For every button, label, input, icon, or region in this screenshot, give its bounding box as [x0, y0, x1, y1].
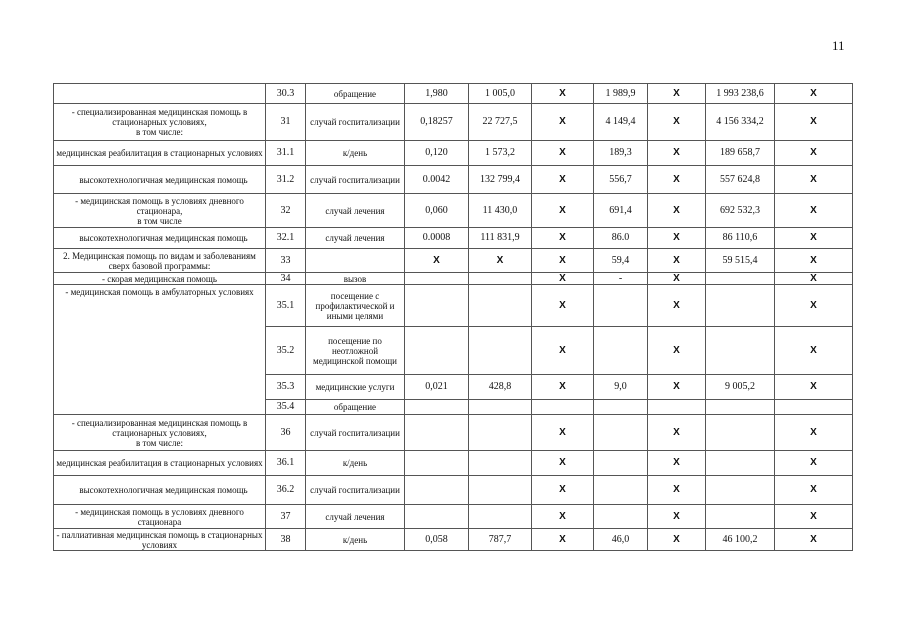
x-mark: X [648, 194, 706, 228]
row-label: - специализированная медицинская помощь в стационарных условиях, в том числе: [54, 104, 266, 141]
x-mark: X [775, 104, 853, 141]
x-mark: X [648, 166, 706, 194]
total-cell [706, 273, 775, 285]
x-mark: X [648, 285, 706, 327]
x-mark: X [775, 505, 853, 529]
norm-cell: 0,060 [405, 194, 469, 228]
x-mark: X [648, 529, 706, 551]
x-mark: X [648, 84, 706, 104]
row-label [54, 84, 266, 104]
unit-cell: обращение [306, 400, 405, 415]
total-cell: 46 100,2 [706, 529, 775, 551]
row-number: 34 [266, 273, 306, 285]
unit-cell: случай лечения [306, 505, 405, 529]
unit-cell: посещение с профилактической и иными целями [306, 285, 405, 327]
x-mark: X [532, 505, 594, 529]
row-number: 30.3 [266, 84, 306, 104]
x-mark: X [775, 476, 853, 505]
row-label: медицинская реабилитация в стационарных условиях [54, 141, 266, 166]
empty-cell [532, 400, 594, 415]
per-capita-cell: 46,0 [594, 529, 648, 551]
total-cell: 86 110,6 [706, 228, 775, 249]
row-number: 35.4 [266, 400, 306, 415]
row-label: - специализированная медицинская помощь в стационарных условиях, в том числе: [54, 415, 266, 451]
total-cell: 4 156 334,2 [706, 104, 775, 141]
unit-cell: случай госпитализации [306, 476, 405, 505]
row-label: - паллиативная медицинская помощь в стационарных условиях [54, 529, 266, 551]
row-number: 32 [266, 194, 306, 228]
row-number: 37 [266, 505, 306, 529]
x-mark: X [648, 505, 706, 529]
per-capita-cell [594, 476, 648, 505]
unit-cell: случай госпитализации [306, 166, 405, 194]
row-number: 36.2 [266, 476, 306, 505]
cost-cell [469, 476, 532, 505]
total-cell [706, 285, 775, 327]
row-number: 32.1 [266, 228, 306, 249]
row-number: 38 [266, 529, 306, 551]
x-mark: X [775, 327, 853, 375]
x-mark: X [775, 141, 853, 166]
budget-table [53, 83, 853, 551]
x-mark: X [532, 476, 594, 505]
norm-cell [405, 285, 469, 327]
table-row [54, 529, 853, 551]
total-cell [706, 451, 775, 476]
x-mark: X [532, 285, 594, 327]
table-row [54, 84, 853, 104]
total-cell: 59 515,4 [706, 249, 775, 273]
row-label: высокотехнологичная медицинская помощь [54, 228, 266, 249]
per-capita-cell: 4 149,4 [594, 104, 648, 141]
row-label: - медицинская помощь в условиях дневного стационара [54, 505, 266, 529]
empty-cell [648, 400, 706, 415]
x-mark: X [532, 273, 594, 285]
table-row [54, 228, 853, 249]
x-mark: X [469, 249, 532, 273]
x-mark: X [532, 327, 594, 375]
per-capita-cell: 59,4 [594, 249, 648, 273]
norm-cell [405, 451, 469, 476]
unit-cell: к/день [306, 141, 405, 166]
x-mark: X [775, 84, 853, 104]
per-capita-cell: 556,7 [594, 166, 648, 194]
row-label: высокотехнологичная медицинская помощь [54, 166, 266, 194]
row-label: - медицинская помощь в условиях дневного стационара, в том числе [54, 194, 266, 228]
cost-cell [469, 451, 532, 476]
per-capita-cell [594, 505, 648, 529]
per-capita-cell: 691,4 [594, 194, 648, 228]
cost-cell: 1 005,0 [469, 84, 532, 104]
table-row [54, 249, 853, 273]
x-mark: X [648, 415, 706, 451]
x-mark: X [648, 273, 706, 285]
table-row [54, 451, 853, 476]
x-mark: X [532, 228, 594, 249]
per-capita-cell: 9,0 [594, 375, 648, 400]
per-capita-cell [594, 400, 648, 415]
x-mark: X [532, 166, 594, 194]
x-mark: X [775, 194, 853, 228]
norm-cell [405, 327, 469, 375]
unit-cell: обращение [306, 84, 405, 104]
row-label: медицинская реабилитация в стационарных условиях [54, 451, 266, 476]
cost-cell [469, 327, 532, 375]
row-number: 31.2 [266, 166, 306, 194]
total-cell [706, 415, 775, 451]
norm-cell: 0,021 [405, 375, 469, 400]
norm-cell: 0.0008 [405, 228, 469, 249]
x-mark: X [775, 415, 853, 451]
x-mark: X [405, 249, 469, 273]
x-mark: X [775, 228, 853, 249]
row-label: высокотехнологичная медицинская помощь [54, 476, 266, 505]
norm-cell [405, 476, 469, 505]
total-cell: 692 532,3 [706, 194, 775, 228]
total-cell: 1 993 238,6 [706, 84, 775, 104]
page-number: 11 [832, 38, 845, 53]
row-number: 33 [266, 249, 306, 273]
table-row [54, 273, 853, 285]
unit-cell [306, 249, 405, 273]
table-row [54, 476, 853, 505]
cost-cell [469, 415, 532, 451]
x-mark: X [532, 141, 594, 166]
empty-cell [775, 400, 853, 415]
per-capita-cell: 189,3 [594, 141, 648, 166]
unit-cell: вызов [306, 273, 405, 285]
norm-cell [405, 273, 469, 285]
row-label: - медицинская помощь в амбулаторных условиях [54, 285, 266, 415]
x-mark: X [532, 104, 594, 141]
cost-cell: 111 831,9 [469, 228, 532, 249]
x-mark: X [532, 529, 594, 551]
x-mark: X [532, 415, 594, 451]
row-number: 31 [266, 104, 306, 141]
unit-cell: случай лечения [306, 228, 405, 249]
row-number: 35.3 [266, 375, 306, 400]
norm-cell [405, 505, 469, 529]
unit-cell: случай госпитализации [306, 104, 405, 141]
row-label: - скорая медицинская помощь [54, 273, 266, 285]
total-cell: 189 658,7 [706, 141, 775, 166]
row-label: 2. Медицинская помощь по видам и заболеваниям сверх базовой программы: [54, 249, 266, 273]
cost-cell: 428,8 [469, 375, 532, 400]
x-mark: X [648, 141, 706, 166]
unit-cell: к/день [306, 529, 405, 551]
x-mark: X [648, 375, 706, 400]
unit-cell: медицинские услуги [306, 375, 405, 400]
x-mark: X [775, 249, 853, 273]
cost-cell: 22 727,5 [469, 104, 532, 141]
total-cell: 9 005,2 [706, 375, 775, 400]
row-number: 36 [266, 415, 306, 451]
norm-cell: 0,18257 [405, 104, 469, 141]
cost-cell: 11 430,0 [469, 194, 532, 228]
per-capita-cell: - [594, 273, 648, 285]
cost-cell: 132 799,4 [469, 166, 532, 194]
x-mark: X [532, 194, 594, 228]
x-mark: X [648, 228, 706, 249]
row-number: 31.1 [266, 141, 306, 166]
x-mark: X [532, 451, 594, 476]
per-capita-cell: 1 989,9 [594, 84, 648, 104]
unit-cell: случай лечения [306, 194, 405, 228]
x-mark: X [532, 84, 594, 104]
x-mark: X [648, 327, 706, 375]
per-capita-cell [594, 415, 648, 451]
cost-cell [469, 400, 532, 415]
x-mark: X [775, 375, 853, 400]
cost-cell: 1 573,2 [469, 141, 532, 166]
norm-cell: 0,058 [405, 529, 469, 551]
unit-cell: к/день [306, 451, 405, 476]
x-mark: X [775, 285, 853, 327]
row-number: 35.2 [266, 327, 306, 375]
x-mark: X [775, 166, 853, 194]
cost-cell [469, 273, 532, 285]
x-mark: X [648, 104, 706, 141]
per-capita-cell [594, 285, 648, 327]
x-mark: X [648, 451, 706, 476]
table-row [54, 141, 853, 166]
total-cell [706, 327, 775, 375]
cost-cell [469, 505, 532, 529]
x-mark: X [648, 476, 706, 505]
total-cell [706, 505, 775, 529]
per-capita-cell [594, 451, 648, 476]
total-cell: 557 624,8 [706, 166, 775, 194]
x-mark: X [775, 451, 853, 476]
unit-cell: случай госпитализации [306, 415, 405, 451]
total-cell [706, 400, 775, 415]
row-number: 36.1 [266, 451, 306, 476]
per-capita-cell: 86.0 [594, 228, 648, 249]
x-mark: X [532, 249, 594, 273]
table-row [54, 104, 853, 141]
norm-cell: 1,980 [405, 84, 469, 104]
x-mark: X [775, 529, 853, 551]
table-row [54, 505, 853, 529]
norm-cell: 0.0042 [405, 166, 469, 194]
unit-cell: посещение по неотложной медицинской помощи [306, 327, 405, 375]
table-row [54, 166, 853, 194]
norm-cell [405, 415, 469, 451]
x-mark: X [648, 249, 706, 273]
table-row [54, 194, 853, 228]
norm-cell [405, 400, 469, 415]
cost-cell: 787,7 [469, 529, 532, 551]
cost-cell [469, 285, 532, 327]
x-mark: X [532, 375, 594, 400]
per-capita-cell [594, 327, 648, 375]
row-number: 35.1 [266, 285, 306, 327]
x-mark: X [775, 273, 853, 285]
table-row [54, 415, 853, 451]
total-cell [706, 476, 775, 505]
norm-cell: 0,120 [405, 141, 469, 166]
table-row [54, 285, 853, 327]
